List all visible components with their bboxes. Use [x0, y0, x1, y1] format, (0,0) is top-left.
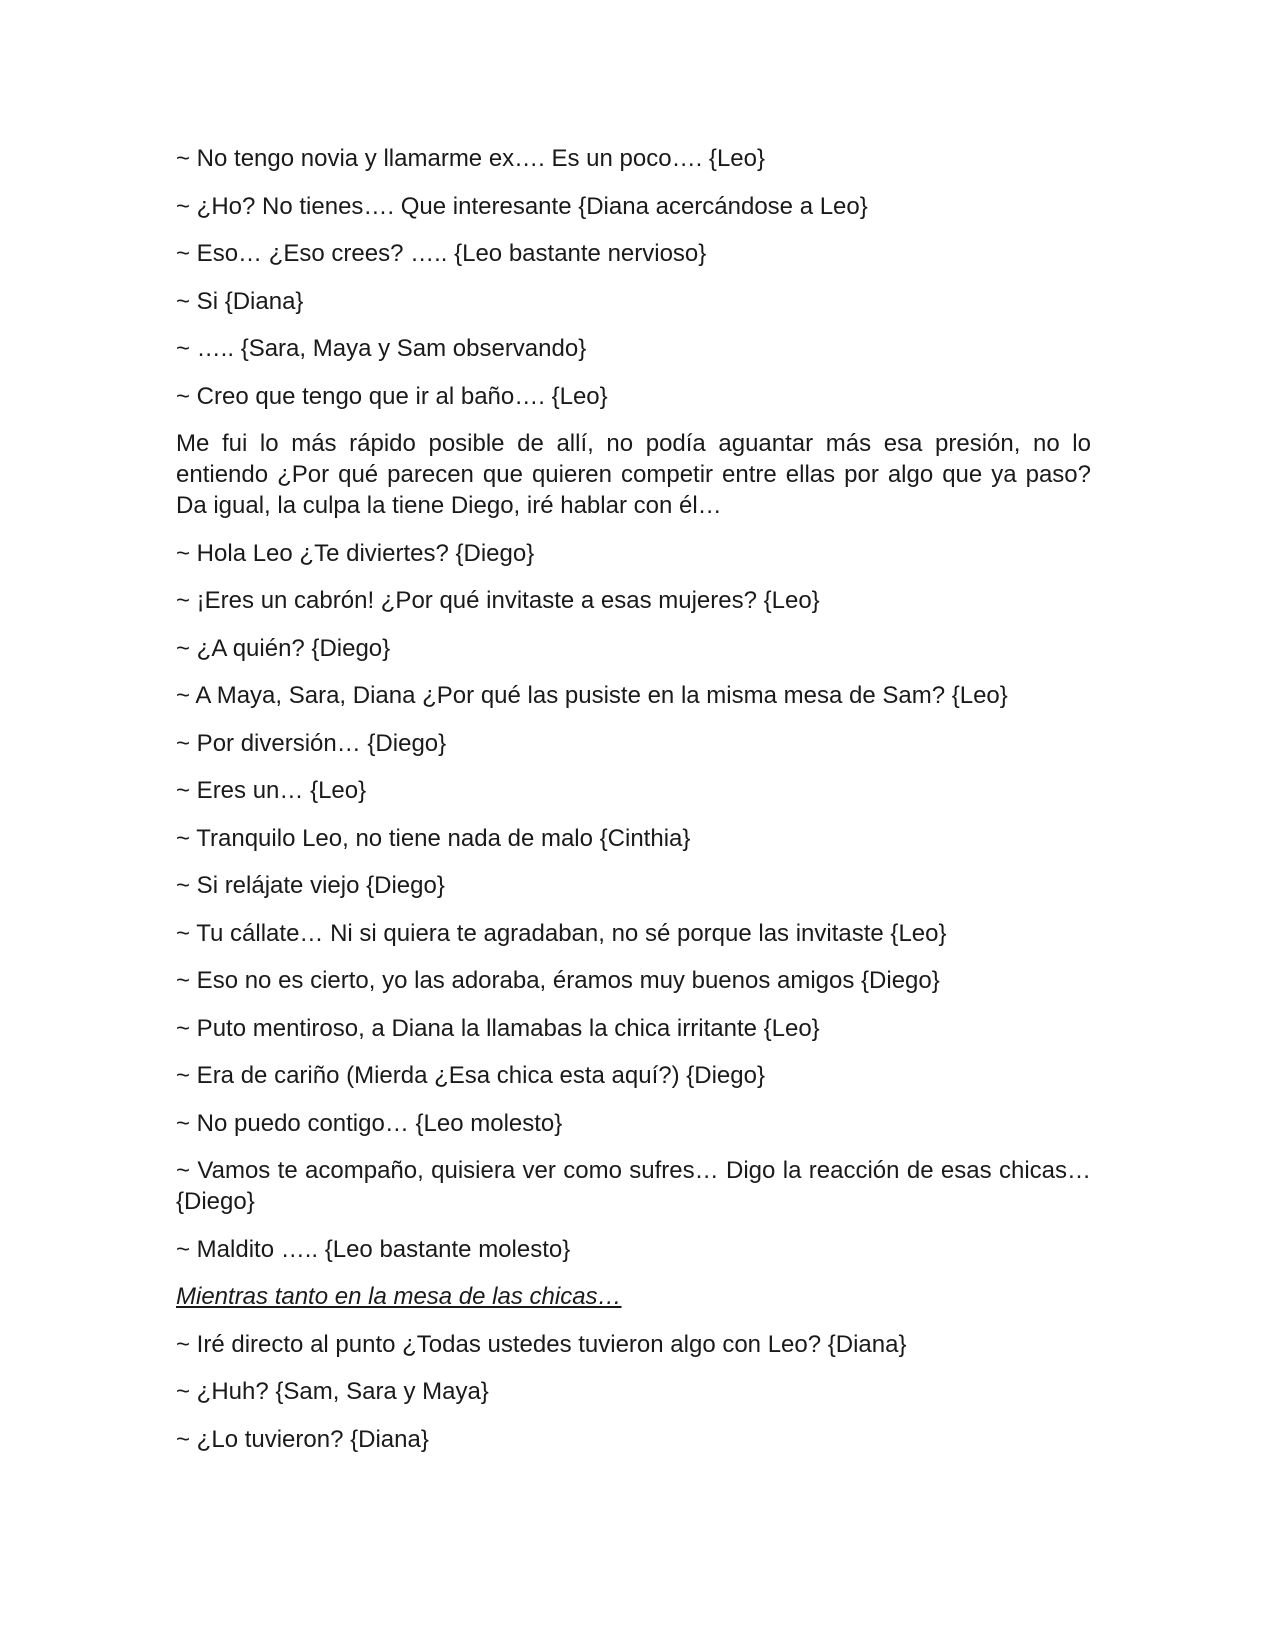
dialogue-line: ~ ¿A quién? {Diego}	[176, 634, 391, 662]
dialogue-line: ~ Hola Leo ¿Te diviertes? {Diego}	[176, 539, 535, 567]
dialogue-line: ~ No puedo contigo… {Leo molesto}	[176, 1109, 563, 1137]
scene-transition: Mientras tanto en la mesa de las chicas…	[176, 1283, 622, 1310]
dialogue-line: ~ Creo que tengo que ir al baño…. {Leo}	[176, 382, 608, 410]
dialogue-line: ~ Eso no es cierto, yo las adoraba, éramos muy buenos amigos {Diego}	[176, 967, 940, 994]
document-body	[176, 143, 1091, 1471]
dialogue-line: ~ Iré directo al punto ¿Todas ustedes tuvieron algo con Leo? {Diana}	[176, 1330, 907, 1358]
narration-paragraph: Me fui lo más rápido posible de allí, no podía aguantar más esa presión, no lo entiendo ¿Por qué parecen que quieren competir entre ellas por algo que ya paso? Da igual, la culpa la tiene Diego, iré hablar con él…	[176, 430, 1091, 519]
dialogue-line: ~ Eso… ¿Eso crees? ….. {Leo bastante nervioso}	[176, 240, 707, 267]
dialogue-line: ~ Eres un… {Leo}	[176, 777, 367, 804]
dialogue-line: ~ ¿Huh? {Sam, Sara y Maya}	[176, 1378, 489, 1405]
dialogue-line: ~ ¡Eres un cabrón! ¿Por qué invitaste a esas mujeres? {Leo}	[176, 587, 820, 614]
dialogue-line: ~ Si relájate viejo {Diego}	[176, 872, 445, 899]
dialogue-line: ~ No tengo novia y llamarme ex…. Es un poco…. {Leo}	[176, 145, 765, 172]
dialogue-line: ~ ¿Ho? No tienes…. Que interesante {Diana acercándose a Leo}	[176, 192, 868, 220]
dialogue-line: ~ ¿Lo tuvieron? {Diana}	[176, 1425, 429, 1453]
dialogue-line: ~ Era de cariño (Mierda ¿Esa chica esta aquí?) {Diego}	[176, 1062, 765, 1089]
dialogue-line: ~ A Maya, Sara, Diana ¿Por qué las pusiste en la misma mesa de Sam? {Leo}	[176, 682, 1008, 709]
dialogue-line: ~ Puto mentiroso, a Diana la llamabas la chica irritante {Leo}	[176, 1014, 820, 1042]
dialogue-line: ~ Tu cállate… Ni si quiera te agradaban, no sé porque las invitaste {Leo}	[176, 919, 947, 947]
dialogue-paragraph: ~ Vamos te acompaño, quisiera ver como sufres… Digo la reacción de esas chicas… {Diego}	[176, 1157, 1091, 1215]
dialogue-line: ~ ….. {Sara, Maya y Sam observando}	[176, 335, 587, 362]
dialogue-line: ~ Por diversión… {Diego}	[176, 729, 447, 757]
dialogue-line: ~ Maldito ….. {Leo bastante molesto}	[176, 1235, 571, 1263]
dialogue-line: ~ Tranquilo Leo, no tiene nada de malo {Cinthia}	[176, 824, 691, 852]
dialogue-line: ~ Si {Diana}	[176, 287, 304, 315]
